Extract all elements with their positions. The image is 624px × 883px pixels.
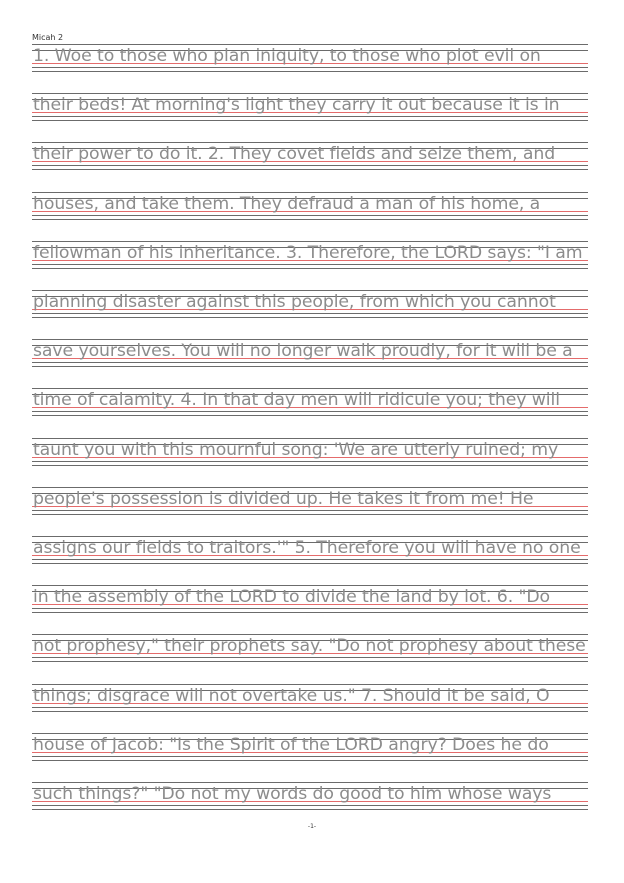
- ruling-guide: [32, 634, 588, 635]
- ruling-guide: [32, 805, 588, 806]
- writing-row: [32, 585, 588, 615]
- ruling-guide: [32, 219, 588, 220]
- ruling-guide: [32, 760, 588, 761]
- ruling-guide: [32, 756, 588, 757]
- trace-text-line: taunt you with this mournful song: 'We are utterly ruined; my: [33, 439, 559, 460]
- ruling-guide: [32, 438, 588, 439]
- writing-row: [32, 44, 588, 74]
- ruling-guide: [32, 563, 588, 564]
- writing-row: [32, 487, 588, 517]
- ruling-guide: [32, 339, 588, 340]
- ruling-guide: [32, 169, 588, 170]
- ruling-guide: [32, 782, 588, 783]
- ruling-guide: [32, 71, 588, 72]
- writing-row: [32, 290, 588, 320]
- ruling-guide: [32, 366, 588, 367]
- trace-text-line: save yourselves. You will no longer walk proudly, for it will be a: [33, 341, 573, 362]
- trace-text-line: 1. Woe to those who plan iniquity, to those who plot evil on: [33, 46, 541, 66]
- writing-row: [32, 782, 588, 812]
- ruling-guide: [32, 388, 588, 389]
- ruling-guide: [32, 733, 588, 734]
- ruling-guide: [32, 536, 588, 537]
- ruling-guide: [32, 684, 588, 685]
- ruling-guide: [32, 707, 588, 708]
- ruling-guide: [32, 93, 588, 94]
- trace-text-line: people's possession is divided up. He takes it from me! He: [33, 488, 534, 509]
- ruling-guide: [32, 465, 588, 466]
- trace-text-line: their power to do it. 2. They covet fields and seize them, and: [33, 144, 556, 165]
- ruling-guide: [32, 67, 588, 68]
- ruling-guide: [32, 215, 588, 216]
- ruling-guide: [32, 585, 588, 586]
- writing-row: [32, 142, 588, 172]
- ruling-guide: [32, 362, 588, 363]
- page-title: Micah 2: [32, 33, 64, 42]
- writing-row: [32, 536, 588, 566]
- ruling-guide: [32, 116, 588, 117]
- ruling-guide: [32, 192, 588, 193]
- ruling-guide: [32, 612, 588, 613]
- page-number: -1-: [307, 823, 317, 830]
- ruling-guide: [32, 514, 588, 515]
- writing-row: [32, 634, 588, 664]
- ruling-guide: [32, 142, 588, 143]
- ruling-guide: [32, 165, 588, 166]
- ruling-guide: [32, 608, 588, 609]
- trace-text-line: planning disaster against this people, from which you cannot: [33, 292, 556, 312]
- ruling-guide: [32, 510, 588, 511]
- trace-text-line: their beds! At morning's light they carry it out because it is in: [33, 95, 560, 116]
- writing-row: [32, 241, 588, 271]
- ruling-guide: [32, 461, 588, 462]
- ruling-guide: [32, 241, 588, 242]
- trace-text-line: assigns our fields to traitors.'" 5. Therefore you will have no one: [33, 538, 581, 558]
- writing-row: [32, 339, 588, 369]
- ruling-guide: [32, 711, 588, 712]
- ruling-guide: [32, 809, 588, 810]
- trace-text-line: not prophesy," their prophets say. "Do not prophesy about these: [33, 636, 586, 657]
- ruling-guide: [32, 415, 588, 416]
- trace-text-line: house of Jacob: "Is the Spirit of the LORD angry? Does he do: [33, 734, 549, 755]
- writing-row: [32, 388, 588, 418]
- ruling-guide: [32, 264, 588, 265]
- ruling-guide: [32, 268, 588, 269]
- trace-text-line: in the assembly of the LORD to divide the land by lot. 6. "Do: [33, 587, 551, 608]
- writing-row: [32, 684, 588, 714]
- ruling-guide: [32, 411, 588, 412]
- trace-text-line: houses, and take them. They defraud a man of his home, a: [33, 193, 541, 214]
- ruling-guide: [32, 661, 588, 662]
- trace-text-line: things; disgrace will not overtake us." 7. Should it be said, O: [33, 685, 550, 706]
- ruling-guide: [32, 487, 588, 488]
- trace-text-line: fellowman of his inheritance. 3. Therefore, the LORD says: "I am: [33, 242, 583, 263]
- writing-row: [32, 733, 588, 763]
- ruling-guide: [32, 290, 588, 291]
- trace-text-line: time of calamity. 4. In that day men will ridicule you; they will: [33, 390, 560, 411]
- writing-row: [32, 192, 588, 222]
- ruling-guide: [32, 657, 588, 658]
- ruling-guide: [32, 317, 588, 318]
- writing-row: [32, 438, 588, 468]
- ruling-guide: [32, 313, 588, 314]
- trace-text-line: such things?" "Do not my words do good to him whose ways: [33, 784, 552, 804]
- writing-row: [32, 93, 588, 123]
- ruling-guide: [32, 559, 588, 560]
- ruling-guide: [32, 44, 588, 45]
- ruling-guide: [32, 120, 588, 121]
